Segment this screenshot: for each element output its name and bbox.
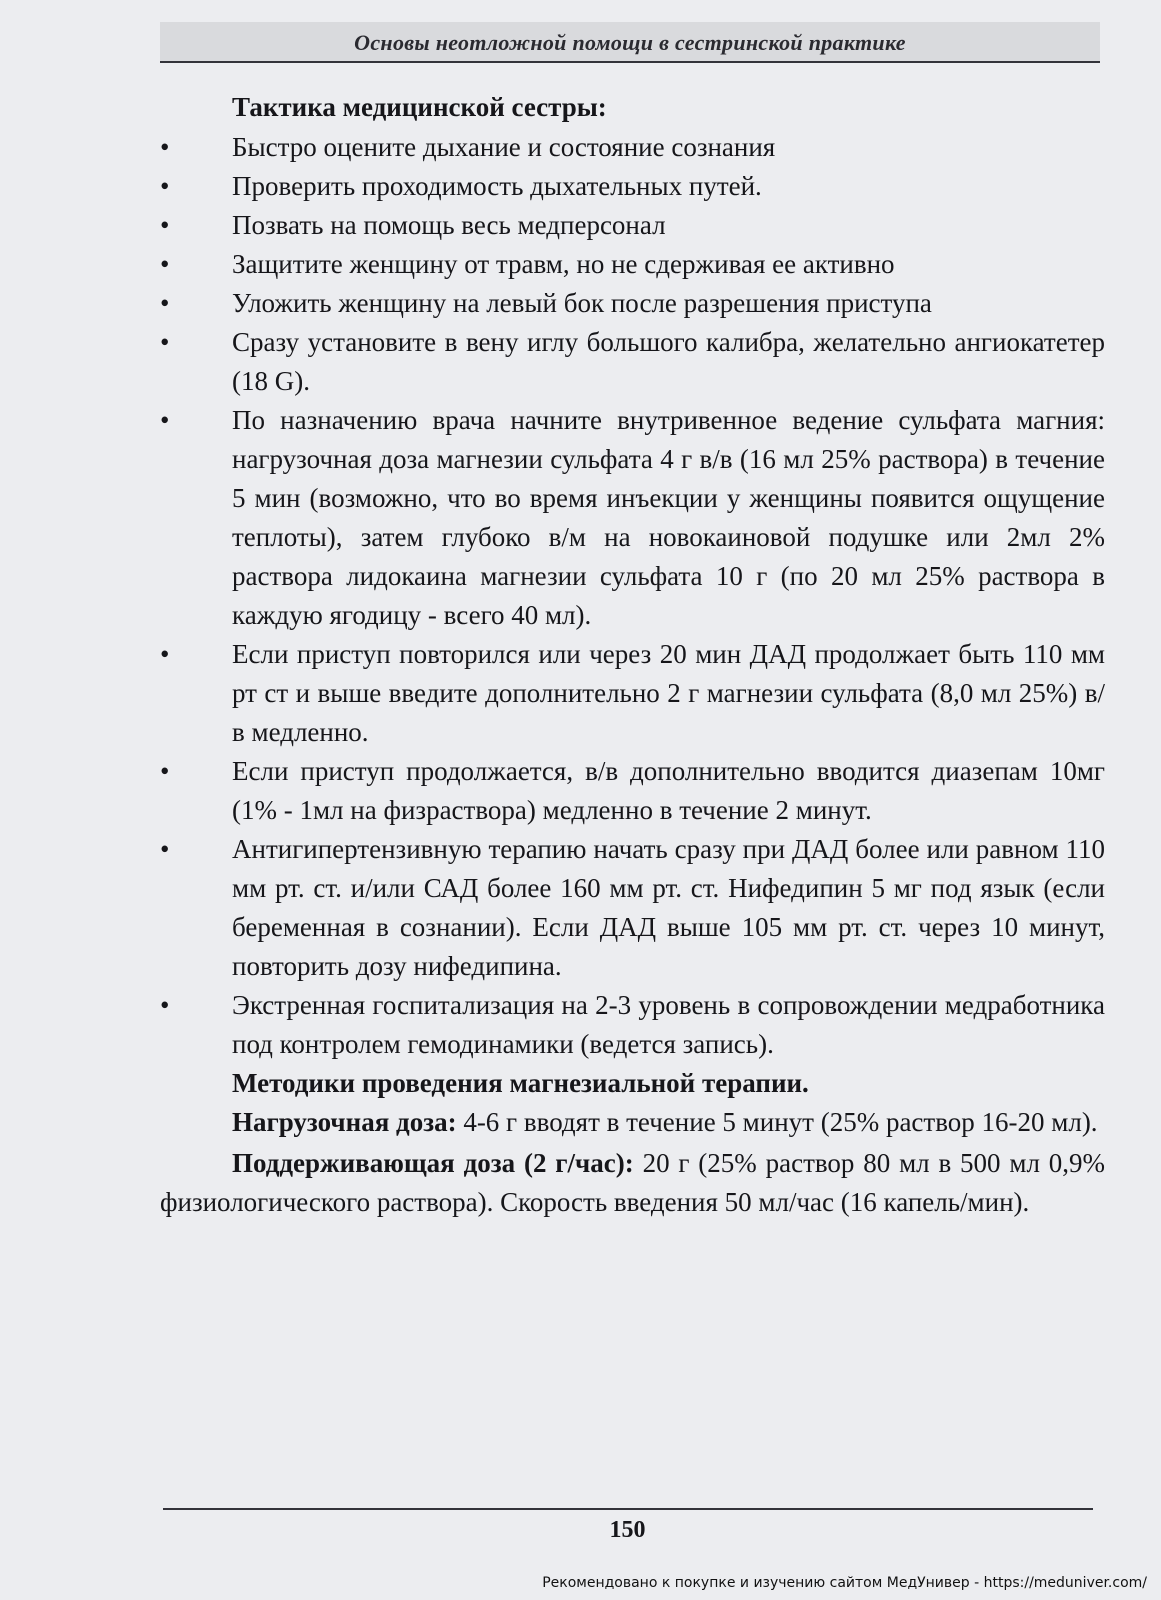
bullet-icon: • (160, 327, 170, 357)
list-item-text: Быстро оцените дыхание и состояние сознания (232, 132, 776, 162)
footer-rule (163, 1508, 1093, 1510)
watermark-text: Рекомендовано к покупке и изучению сайтом МедУнивер - https://meduniver.com/ (542, 1575, 1147, 1591)
page-content (160, 88, 1105, 1222)
list-item (160, 635, 1105, 752)
loading-dose-text: 4-6 г вводят в течение 5 минут (25% раствор 16-20 мл). (463, 1107, 1098, 1137)
list-item (160, 128, 1105, 167)
list-item-text: Антигипертензивную терапию начать сразу при ДАД более или равном 110 мм рт. ст. и/или САД более 160 мм рт. ст. Нифедипин 5 мг под язык (если беременная в сознании). Если ДАД выше 105 мм рт. ст. через 10 минут, повторить дозу нифедипина. (232, 834, 1105, 981)
list-item (160, 830, 1105, 986)
list-item-text: Если приступ повторился или через 20 мин ДАД продолжает быть 110 мм рт ст и выше введите дополнительно 2 г магнезии сульфата (8,0 мл 25%) в/в медленно. (232, 639, 1105, 747)
bullet-icon: • (160, 132, 170, 162)
maintenance-dose-label: Поддерживающая доза (2 г/час): (232, 1148, 634, 1178)
maintenance-dose-text: 20 г (25% раствор 80 мл в 500 мл 0,9% физиологического раствора). Скорость введения 50 мл/час (16 капель/мин). (160, 1148, 1106, 1217)
bullet-icon: • (160, 756, 170, 786)
methods-heading: Методики проведения магнезиальной терапии. (232, 1068, 809, 1098)
list-item-text: Сразу установите в вену иглу большого калибра, желательно ангиокатетер (18 G). (232, 327, 1105, 396)
bullet-icon: • (160, 171, 170, 201)
running-header (160, 22, 1100, 62)
list-item-text: Экстренная госпитализация на 2-3 уровень в сопровождении медработника под контролем гемодинамики (ведется запись). (232, 990, 1105, 1059)
list-item-text: По назначению врача начните внутривенное ведение сульфата магния: нагрузочная доза магнезии сульфата 4 г в/в (16 мл 25% раствора) в течение 5 мин (возможно, что во время инъекции у женщины появится ощущение теплоты), затем глубоко в/м на новокаиновой подушке или 2мл 2% раствора лидокаина магнезии сульфата 10 г (по 20 мл 25% раствора в каждую ягодицу - всего 40 мл). (232, 405, 1105, 630)
list-item (160, 284, 1105, 323)
bullet-icon: • (160, 990, 170, 1020)
list-item-text: Защитите женщину от травм, но не сдерживая ее активно (232, 249, 895, 279)
tactics-heading: Тактика медицинской сестры: (232, 92, 607, 122)
bullet-icon: • (160, 210, 170, 240)
loading-dose-label: Нагрузочная доза: (232, 1107, 457, 1137)
bullet-icon: • (160, 288, 170, 318)
list-item (160, 245, 1105, 284)
list-item (160, 986, 1105, 1064)
list-item (160, 401, 1105, 635)
list-item (160, 752, 1105, 830)
list-item-text: Проверить проходимость дыхательных путей. (232, 171, 762, 201)
list-item-text: Если приступ продолжается, в/в дополнительно вводится диазепам 10мг (1% - 1мл на физраствора) медленно в течение 2 минут. (232, 756, 1105, 825)
header-rule (160, 61, 1100, 63)
bullet-icon: • (160, 249, 170, 279)
list-item-text: Уложить женщину на левый бок после разрешения приступа (232, 288, 932, 318)
list-item (160, 167, 1105, 206)
list-item (160, 206, 1105, 245)
tactics-list (160, 128, 1105, 1064)
list-item-text: Позвать на помощь весь медперсонал (232, 210, 666, 240)
header-title: Основы неотложной помощи в сестринской практике (354, 30, 906, 55)
bullet-icon: • (160, 639, 170, 669)
page-number: 150 (609, 1517, 646, 1543)
bullet-icon: • (160, 405, 170, 435)
bullet-icon: • (160, 834, 170, 864)
maintenance-dose-paragraph (160, 1144, 1105, 1222)
loading-dose-paragraph (160, 1103, 1105, 1142)
list-item (160, 323, 1105, 401)
